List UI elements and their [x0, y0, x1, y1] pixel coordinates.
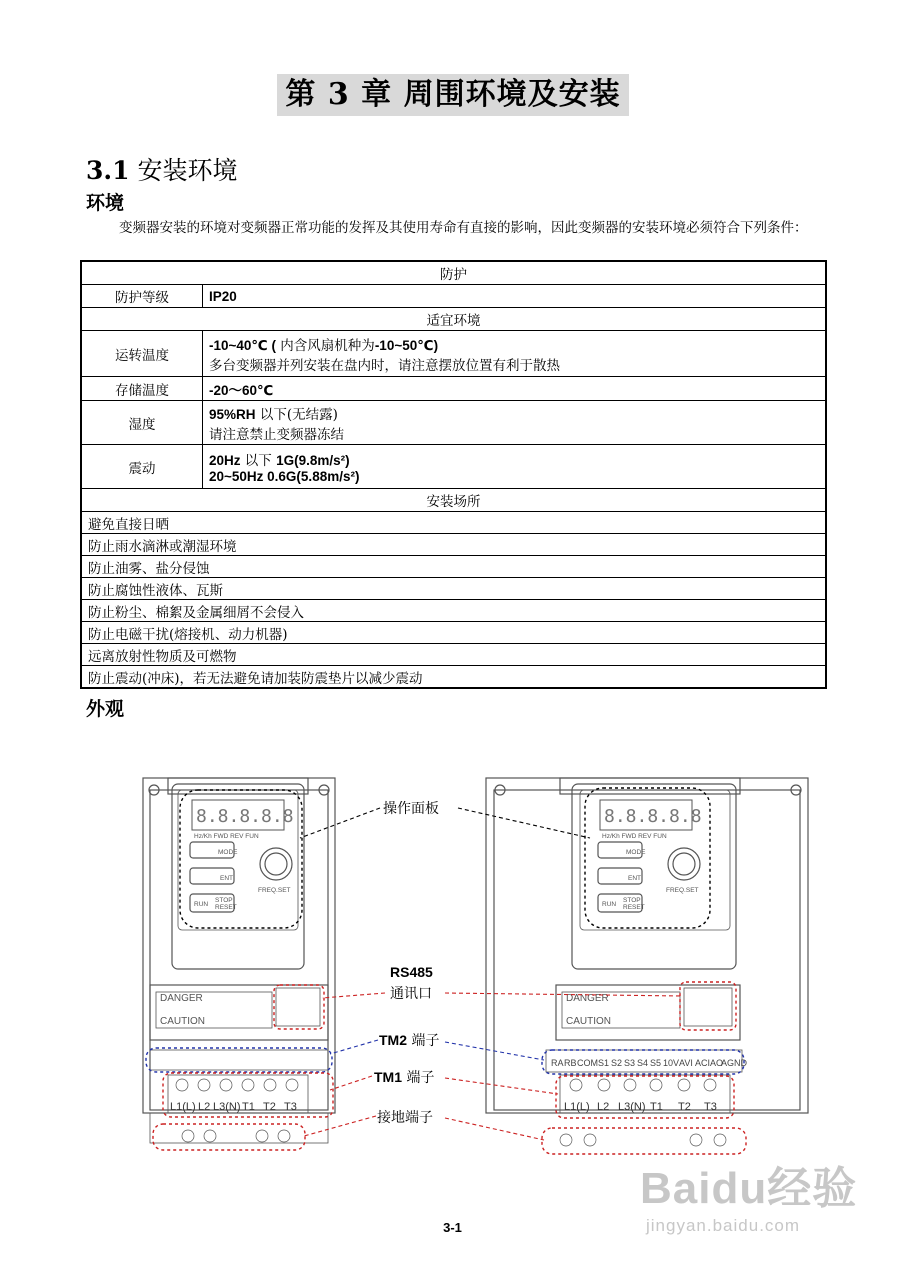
environment-table	[80, 260, 827, 689]
humidity-row	[81, 401, 826, 445]
tm1-terminal-label: L1(L)	[170, 1101, 196, 1113]
location-item: 防止油雾、盐分侵蚀	[81, 556, 826, 578]
section-title	[86, 151, 237, 187]
tm2-terminal-label: S4	[637, 1058, 649, 1068]
left-indicator-labels: Hz/Kh FWD REV FUN	[194, 833, 259, 840]
vibration-row	[81, 445, 826, 489]
right-stop-key: STOP	[623, 897, 641, 904]
callout-rs485: RS485	[390, 964, 433, 980]
op-temp-fan-range: -10~50℃)	[374, 337, 439, 353]
location-header: 安装场所	[81, 489, 826, 512]
subhead-appearance: 外观	[86, 698, 125, 720]
tm1-terminal-label: L1(L)	[564, 1101, 590, 1113]
location-row	[81, 578, 826, 600]
inverter-diagram	[0, 760, 905, 1210]
tm2-terminal-label: RA	[551, 1058, 564, 1068]
vibration-value	[203, 445, 827, 489]
storage-value: -20～60℃	[203, 377, 827, 401]
storage-label: 存储温度	[81, 377, 203, 401]
right-mode-key: MODE	[626, 849, 646, 856]
location-row	[81, 600, 826, 622]
tm2-terminal-label: AVI	[679, 1058, 693, 1068]
chapter-title: 第 3 章 周围环境及安装	[277, 74, 629, 116]
left-ground-highlight	[153, 1124, 305, 1150]
suitable-header-row	[81, 308, 826, 331]
location-row	[81, 556, 826, 578]
right-reset-key: RESET	[623, 904, 645, 911]
watermark-url: jingyan.baidu.com	[646, 1216, 801, 1235]
humidity-range: 95%RH	[209, 406, 256, 422]
op-temp-label: 运转温度	[81, 331, 203, 377]
tm2-terminal-label: COM	[577, 1058, 598, 1068]
right-indicator-labels: Hz/Kh FWD REV FUN	[602, 833, 667, 840]
tm1-terminal-label: L2	[198, 1101, 211, 1113]
section-title-text: 安装环境	[137, 156, 238, 185]
location-item: 避免直接日晒	[81, 512, 826, 534]
op-temp-value	[203, 331, 827, 377]
location-header-row	[81, 489, 826, 512]
location-row	[81, 666, 826, 689]
protection-row	[81, 285, 826, 308]
op-temp-fan-text: 内含风扇机种为	[276, 337, 375, 354]
vibration-freq: 20Hz	[209, 453, 241, 468]
right-seven-seg-display: 8.8.8.8.8	[604, 806, 702, 827]
callout-tm1: TM1 端子	[374, 1069, 435, 1086]
right-freq-set-label: FREQ.SET	[666, 887, 699, 894]
left-mode-key: MODE	[218, 849, 238, 856]
tm1-terminal-label: L2	[597, 1101, 610, 1113]
left-tm2-highlight	[146, 1048, 332, 1072]
vibration-g: 1G(9.8m/s²)	[276, 453, 350, 468]
left-rs485-highlight	[274, 985, 324, 1029]
humidity-note: 请注意禁止变频器冻结	[209, 426, 344, 443]
left-stop-key: STOP	[215, 897, 233, 904]
callout-panel: 操作面板	[383, 801, 439, 817]
tm1-terminal-label: T2	[678, 1101, 691, 1113]
subhead-environment: 环境	[86, 192, 125, 214]
left-ent-key: ENT	[220, 875, 233, 882]
intro-paragraph: 变频器安装的环境对变频器正常功能的发挥及其使用寿命有直接的影响，因此变频器的安装环境必须符合下列条件：	[119, 220, 808, 236]
protection-label: 防护等级	[81, 285, 203, 308]
location-item: 防止粉尘、棉絮及金属细屑不会侵入	[81, 600, 826, 622]
section-number: 3.1	[86, 156, 130, 185]
tm2-terminal-label: 10V	[663, 1058, 680, 1068]
left-seven-seg-display: 8.8.8.8.8	[196, 806, 294, 827]
tm2-terminal-label: RB	[564, 1058, 577, 1068]
location-row	[81, 644, 826, 666]
vibration-line2: 20~50Hz 0.6G(5.88m/s²)	[209, 469, 360, 484]
right-caution-label: CAUTION	[566, 1016, 611, 1027]
tm2-terminal-label: S1	[598, 1058, 610, 1068]
tm2-terminal-label: S5	[650, 1058, 662, 1068]
tm1-terminal-label: T3	[704, 1101, 717, 1113]
op-temp-row	[81, 331, 826, 377]
left-run-key: RUN	[194, 901, 209, 908]
left-freq-set-label: FREQ.SET	[258, 887, 291, 894]
tm1-terminal-label: L3(N)	[213, 1101, 241, 1113]
tm1-terminal-label: T3	[284, 1101, 297, 1113]
protection-value: IP20	[203, 285, 827, 308]
humidity-condition: 以下(无结露)	[255, 406, 338, 423]
location-row	[81, 622, 826, 644]
location-row	[81, 512, 826, 534]
location-item: 防止震动(冲床)，若无法避免请加装防震垫片以减少震动	[81, 666, 826, 689]
tm2-terminal-label: AGND	[721, 1058, 748, 1068]
callout-tm2: TM2 端子	[379, 1032, 440, 1049]
op-temp-range: -10~40℃ (	[209, 337, 277, 353]
location-row	[81, 534, 826, 556]
right-danger-label: DANGER	[566, 993, 609, 1004]
right-ent-key: ENT	[628, 875, 641, 882]
tm2-terminal-label: ACI	[695, 1058, 711, 1068]
tm1-terminal-label: T1	[650, 1101, 663, 1113]
callout-ground: 接地端子	[377, 1110, 433, 1126]
humidity-value	[203, 401, 827, 445]
tm1-terminal-label: L3(N)	[618, 1101, 646, 1113]
op-temp-note: 多台变频器并列安装在盘内时，请注意摆放位置有利于散热	[209, 357, 560, 374]
tm2-terminal-label: S2	[611, 1058, 623, 1068]
vibration-label: 震动	[81, 445, 203, 489]
tm2-terminal-label: AO	[710, 1058, 724, 1068]
humidity-label: 湿度	[81, 401, 203, 445]
tm2-terminal-label: S3	[624, 1058, 636, 1068]
location-item: 远离放射性物质及可燃物	[81, 644, 826, 666]
vibration-below: 以下	[240, 453, 277, 469]
page-number: 3-1	[443, 1220, 462, 1235]
right-ground-highlight	[542, 1128, 746, 1154]
suitable-header: 适宜环境	[81, 308, 826, 331]
protection-header: 防护	[81, 261, 826, 285]
tm1-terminal-label: T1	[242, 1101, 255, 1113]
right-run-key: RUN	[602, 901, 617, 908]
watermark-logo: Baidu经验	[640, 1164, 858, 1213]
watermark	[640, 1152, 880, 1242]
location-item: 防止腐蚀性液体、瓦斯	[81, 578, 826, 600]
location-item: 防止电磁干扰(熔接机、动力机器)	[81, 622, 826, 644]
tm1-terminal-label: T2	[263, 1101, 276, 1113]
location-item: 防止雨水滴淋或潮湿环境	[81, 534, 826, 556]
left-danger-label: DANGER	[160, 993, 203, 1004]
left-caution-label: CAUTION	[160, 1016, 205, 1027]
left-reset-key: RESET	[215, 904, 237, 911]
right-rs485-highlight	[680, 982, 736, 1030]
protection-header-row	[81, 261, 826, 285]
storage-row	[81, 377, 826, 401]
callout-comm-port: 通讯口	[390, 986, 432, 1002]
